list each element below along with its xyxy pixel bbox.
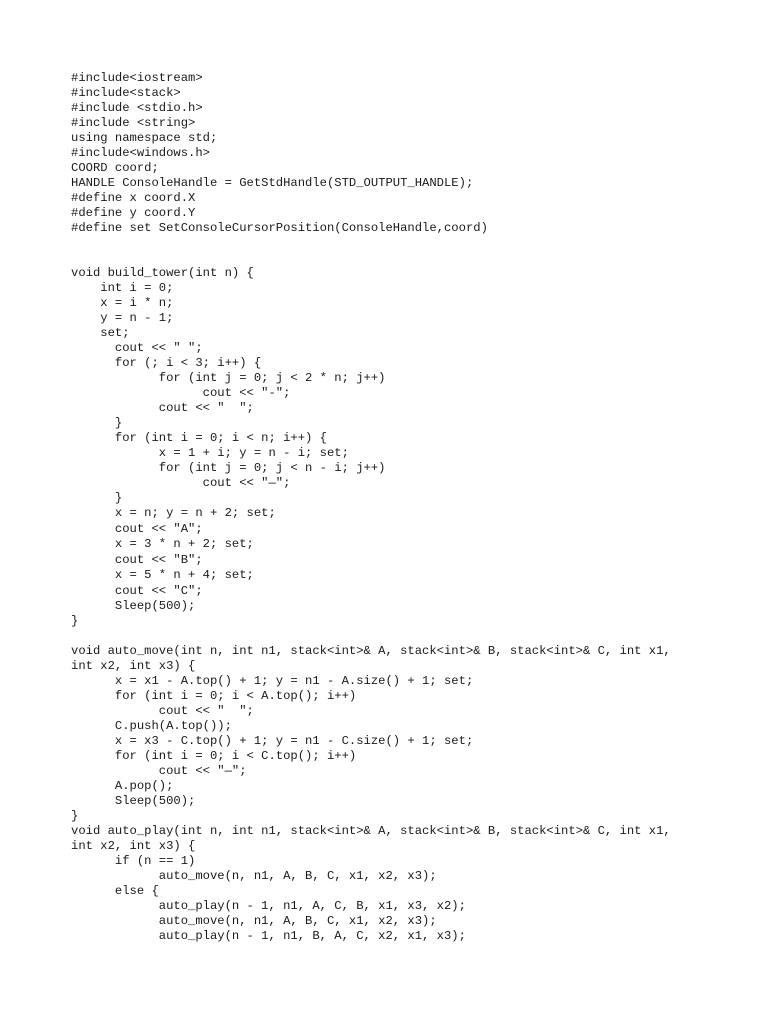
code-line: using namespace std;: [71, 131, 218, 145]
code-line: cout << "A";: [71, 522, 203, 536]
code-line: for (int i = 0; i < C.top(); i++): [71, 749, 357, 763]
code-line: else {: [71, 884, 159, 898]
code-line: }: [71, 491, 123, 505]
code-line: }: [71, 809, 79, 823]
code-line: COORD coord;: [71, 161, 159, 175]
code-line: for (int j = 0; j < n - i; j++): [71, 461, 386, 475]
code-line: void auto_move(int n, int n1, stack<int>& A, stack<int>& B, stack<int>& C, int x1,: [71, 644, 671, 658]
code-line: #include <string>: [71, 116, 196, 130]
code-line: cout << "—";: [71, 764, 247, 778]
code-line: for (; i < 3; i++) {: [71, 356, 262, 370]
code-line: set;: [71, 326, 130, 340]
code-line: #include<windows.h>: [71, 146, 210, 160]
code-line: x = x3 - C.top() + 1; y = n1 - C.size() + 1; set;: [71, 734, 474, 748]
code-line: auto_move(n, n1, A, B, C, x1, x2, x3);: [71, 869, 437, 883]
code-listing: [71, 71, 731, 944]
code-line: [71, 236, 731, 251]
code-line: C.push(A.top());: [71, 719, 232, 733]
code-line: void build_tower(int n) {: [71, 266, 254, 280]
code-line: #define set SetConsoleCursorPosition(ConsoleHandle,coord): [71, 221, 488, 235]
code-line: cout << "B";: [71, 553, 203, 567]
code-line: [71, 251, 731, 266]
code-line: #include<iostream>: [71, 71, 203, 85]
code-line: #include<stack>: [71, 86, 181, 100]
code-line: auto_play(n - 1, n1, B, A, C, x2, x1, x3);: [71, 929, 466, 943]
code-line: [71, 629, 731, 644]
code-line: #define x coord.X: [71, 191, 196, 205]
code-line: x = 3 * n + 2; set;: [71, 537, 254, 551]
code-line: x = i * n;: [71, 296, 174, 310]
code-line: y = n - 1;: [71, 311, 174, 325]
code-line: for (int i = 0; i < A.top(); i++): [71, 689, 357, 703]
code-line: for (int j = 0; j < 2 * n; j++): [71, 371, 386, 385]
code-line: void auto_play(int n, int n1, stack<int>& A, stack<int>& B, stack<int>& C, int x1,: [71, 824, 671, 838]
code-line: cout << "C";: [71, 584, 203, 598]
code-line: int x2, int x3) {: [71, 839, 196, 853]
code-line: x = x1 - A.top() + 1; y = n1 - A.size() + 1; set;: [71, 674, 474, 688]
code-line: #include <stdio.h>: [71, 101, 203, 115]
code-line: x = n; y = n + 2; set;: [71, 506, 276, 520]
code-line: cout << "-";: [71, 386, 291, 400]
code-line: int x2, int x3) {: [71, 659, 196, 673]
code-line: x = 1 + i; y = n - i; set;: [71, 446, 349, 460]
code-line: }: [71, 614, 79, 628]
code-line: cout << " ";: [71, 401, 254, 415]
code-line: #define y coord.Y: [71, 206, 196, 220]
code-line: cout << " ";: [71, 704, 254, 718]
code-line: cout << " ";: [71, 341, 203, 355]
code-line: HANDLE ConsoleHandle = GetStdHandle(STD_OUTPUT_HANDLE);: [71, 176, 474, 190]
code-line: Sleep(500);: [71, 599, 196, 613]
code-line: for (int i = 0; i < n; i++) {: [71, 431, 327, 445]
code-line: cout << "—";: [71, 476, 291, 490]
code-line: auto_move(n, n1, A, B, C, x1, x2, x3);: [71, 914, 437, 928]
code-line: int i = 0;: [71, 281, 174, 295]
code-line: }: [71, 416, 123, 430]
code-line: if (n == 1): [71, 854, 196, 868]
code-line: Sleep(500);: [71, 794, 196, 808]
code-line: x = 5 * n + 4; set;: [71, 568, 254, 582]
code-line: auto_play(n - 1, n1, A, C, B, x1, x3, x2);: [71, 899, 466, 913]
code-line: A.pop();: [71, 779, 174, 793]
